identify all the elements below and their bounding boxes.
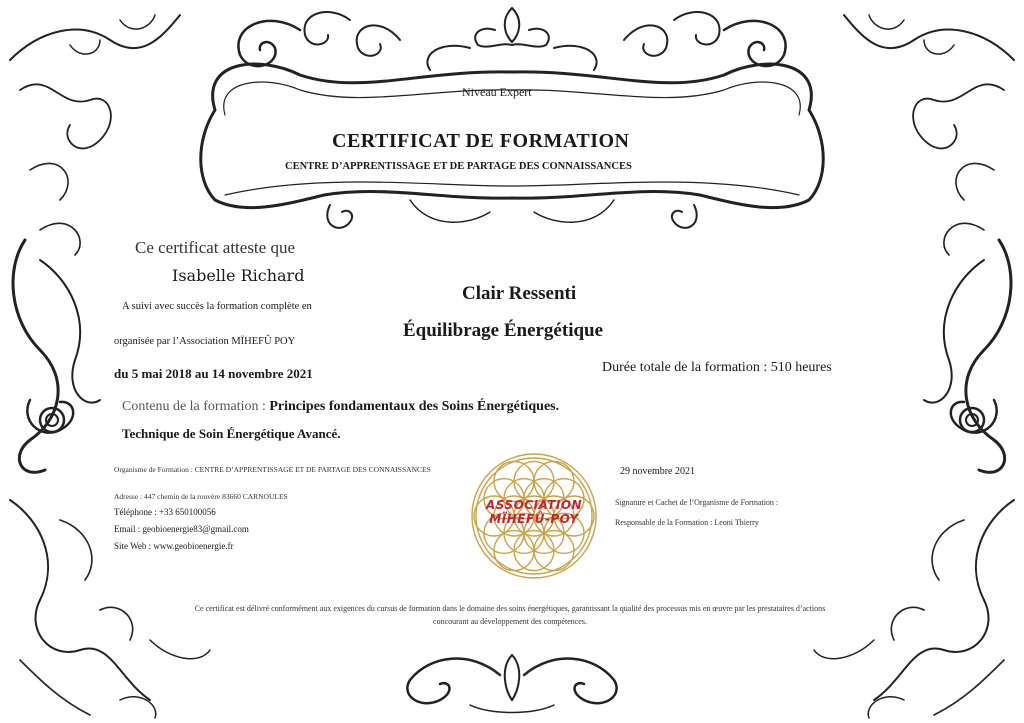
bottom-ornament	[505, 655, 519, 700]
right-acanthus	[966, 240, 1011, 472]
content-label: Contenu de la formation :	[122, 399, 266, 414]
certificate-subtitle: CENTRE D’APPRENTISSAGE ET DE PARTAGE DES CONNAISSANCES	[285, 161, 632, 172]
certificate-title: CERTIFICAT DE FORMATION	[332, 130, 630, 152]
organizer-text: organisée par l’Association MÏHEFÛ POY	[114, 336, 296, 347]
top-left-vine	[10, 15, 180, 60]
completion-text: A suivi avec succès la formation complète en	[122, 301, 312, 312]
bottom-right-vine	[874, 500, 1014, 700]
course-name-line1: Clair Ressenti	[462, 283, 577, 304]
attestation-text: Ce certificat atteste que	[135, 238, 295, 257]
recipient-name: Isabelle Richard	[172, 266, 305, 285]
training-content	[122, 399, 559, 415]
issue-date: 29 novembre 2021	[620, 466, 695, 477]
certificate-level: Niveau Expert	[462, 85, 532, 99]
seal-line-1: ASSOCIATION	[485, 498, 583, 512]
training-responsible: Responsable de la Formation : Leoni Thierry	[615, 518, 759, 527]
organization-website: Site Web : www.geobioenergie.fr	[114, 541, 234, 551]
content-value-2: Technique de Soin Énergétique Avancé.	[122, 426, 341, 441]
top-crest	[475, 8, 549, 47]
organization-name: Organisme de Formation : CENTRE D’APPRENTISSAGE ET DE PARTAGE DES CONNAISSANCES	[114, 465, 431, 474]
training-dates: du 5 mai 2018 au 14 novembre 2021	[114, 366, 313, 381]
organization-phone: Téléphone : +33 650100056	[114, 507, 216, 517]
content-value-1: Principes fondamentaux des Soins Énergétiques.	[269, 399, 560, 414]
course-name-line2: Équilibrage Énergétique	[403, 320, 604, 341]
top-right-vine	[844, 15, 1014, 60]
seal-line-2: MÏHEFÛ-POY	[489, 512, 579, 526]
training-duration: Durée totale de la formation : 510 heures	[602, 360, 832, 375]
seal-label	[468, 498, 600, 526]
left-acanthus	[13, 240, 58, 472]
organization-address: Adresse : 447 chemin de la rouvère 83660 CARNOULES	[114, 492, 288, 501]
signature-label: Signature et Cachet de l’Organisme de Formation :	[615, 498, 779, 507]
organization-email: Email : geobioenergie83@gmail.com	[114, 524, 249, 534]
legal-statement: Ce certificat est délivré conformément aux exigences du cursus de formation dans le domaine des soins énergétiques, garantissant la qualité des processus mis en œuvre par les prestataires d’actions concourant au développement des compétences.	[194, 604, 826, 626]
